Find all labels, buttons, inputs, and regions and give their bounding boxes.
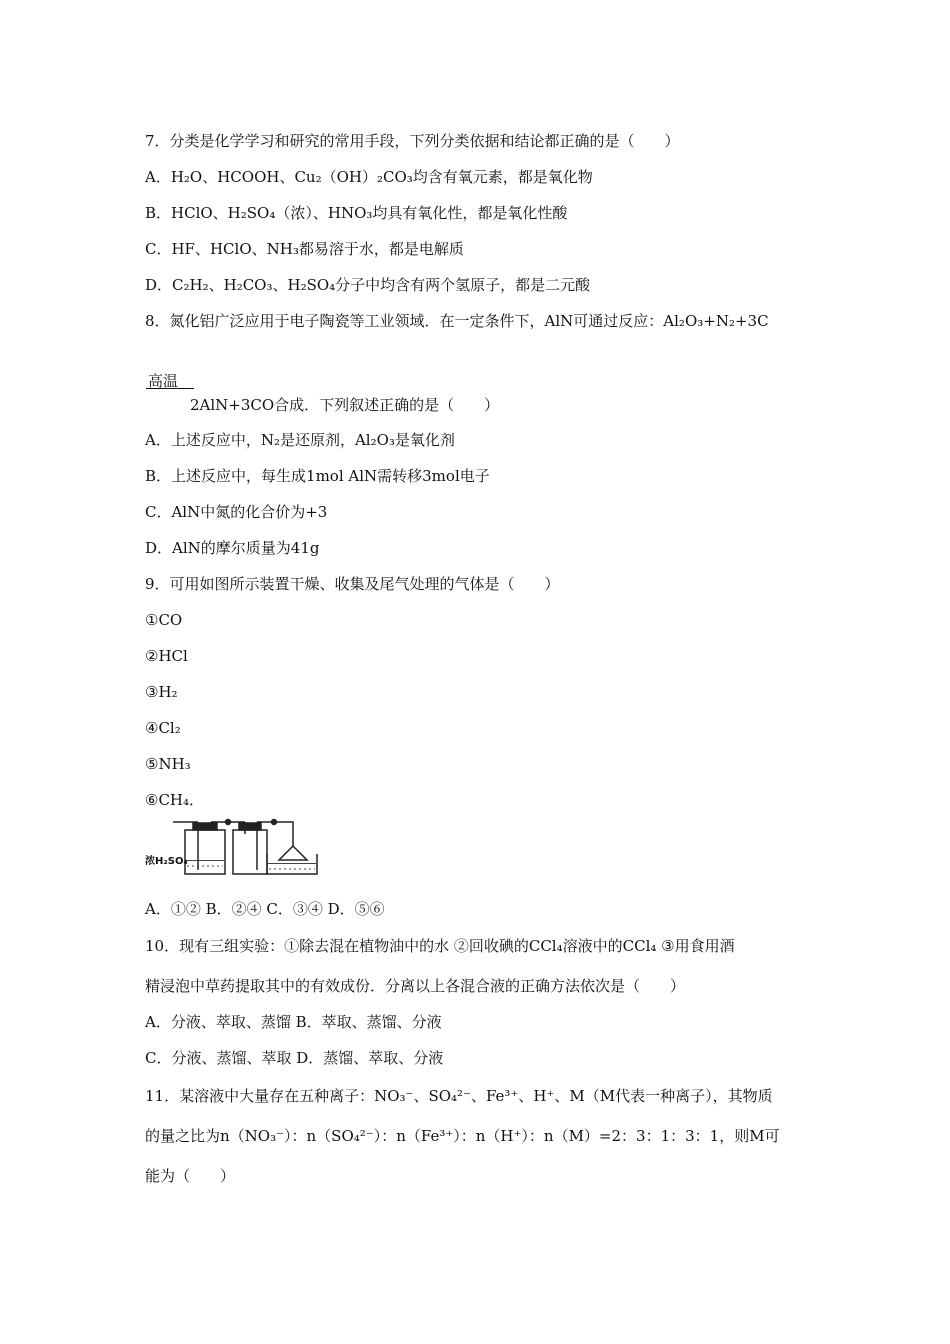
q7-option-d: D．C₂H₂、H₂CO₃、H₂SO₄分子中均含有两个氢原子，都是二元酸	[145, 276, 591, 294]
q7-stem: 7．分类是化学学习和研究的常用手段，下列分类依据和结论都正确的是（ ）	[145, 132, 680, 150]
reaction-arrow-bar	[146, 388, 194, 389]
q8-option-b: B．上述反应中，每生成1mol AlN需转移3mol电子	[145, 467, 490, 485]
q9-options: A．①② B．②④ C．③④ D．⑤⑥	[145, 900, 385, 918]
q9-gas-4: ④Cl₂	[145, 719, 181, 737]
q10-options-ab: A．分液、萃取、蒸馏 B．萃取、蒸馏、分液	[145, 1013, 442, 1031]
q9-gas-6: ⑥CH₄．	[145, 791, 205, 809]
q11-stem: 11．某溶液中大量存在五种离子：NO₃⁻、SO₄²⁻、Fe³⁺、H⁺、M（M代表一种离子），其物质	[145, 1087, 773, 1105]
q11-stem-end: 能为（ ）	[145, 1167, 236, 1185]
q9-gas-2: ②HCl	[145, 647, 188, 665]
q8-stem-continued: 2AlN+3CO合成．下列叙述正确的是（ ）	[190, 396, 500, 414]
q9-gas-5: ⑤NH₃	[145, 755, 191, 773]
q9-gas-1: ①CO	[145, 611, 183, 629]
q7-option-a: A．H₂O、HCOOH、Cu₂（OH）₂CO₃均含有氧元素，都是氧化物	[145, 168, 593, 186]
q7-option-b: B．HClO、H₂SO₄（浓）、HNO₃均具有氧化性，都是氧化性酸	[145, 204, 568, 222]
q9-gas-3: ③H₂	[145, 683, 178, 701]
q11-stem-continued: 的量之比为n（NO₃⁻）：n（SO₄²⁻）：n（Fe³⁺）：n（H⁺）：n（M）=2：3：1：3：1，则M可	[145, 1127, 780, 1145]
reaction-condition: 高温	[148, 372, 179, 390]
apparatus-figure	[143, 816, 323, 882]
q7-option-c: C．HF、HClO、NH₃都易溶于水，都是电解质	[145, 240, 464, 258]
q8-stem: 8．氮化铝广泛应用于电子陶瓷等工业领域．在一定条件下，AlN可通过反应：Al₂O₃+N₂+3C	[145, 312, 769, 330]
q10-options-cd: C．分液、蒸馏、萃取 D．蒸馏、萃取、分液	[145, 1049, 444, 1067]
q9-stem: 9．可用如图所示装置干燥、收集及尾气处理的气体是（ ）	[145, 575, 560, 593]
q10-stem-continued: 精浸泡中草药提取其中的有效成份．分离以上各混合液的正确方法依次是（ ）	[145, 977, 686, 995]
q8-option-d: D．AlN的摩尔质量为41g	[145, 539, 320, 557]
q8-option-c: C．AlN中氮的化合价为+3	[145, 503, 328, 521]
q10-stem: 10．现有三组实验：①除去混在植物油中的水 ②回收碘的CCl₄溶液中的CCl₄ ③用食用酒	[145, 937, 735, 955]
figure-label: 浓H₂SO₄	[145, 856, 188, 867]
q8-option-a: A．上述反应中，N₂是还原剂，Al₂O₃是氧化剂	[145, 431, 455, 449]
